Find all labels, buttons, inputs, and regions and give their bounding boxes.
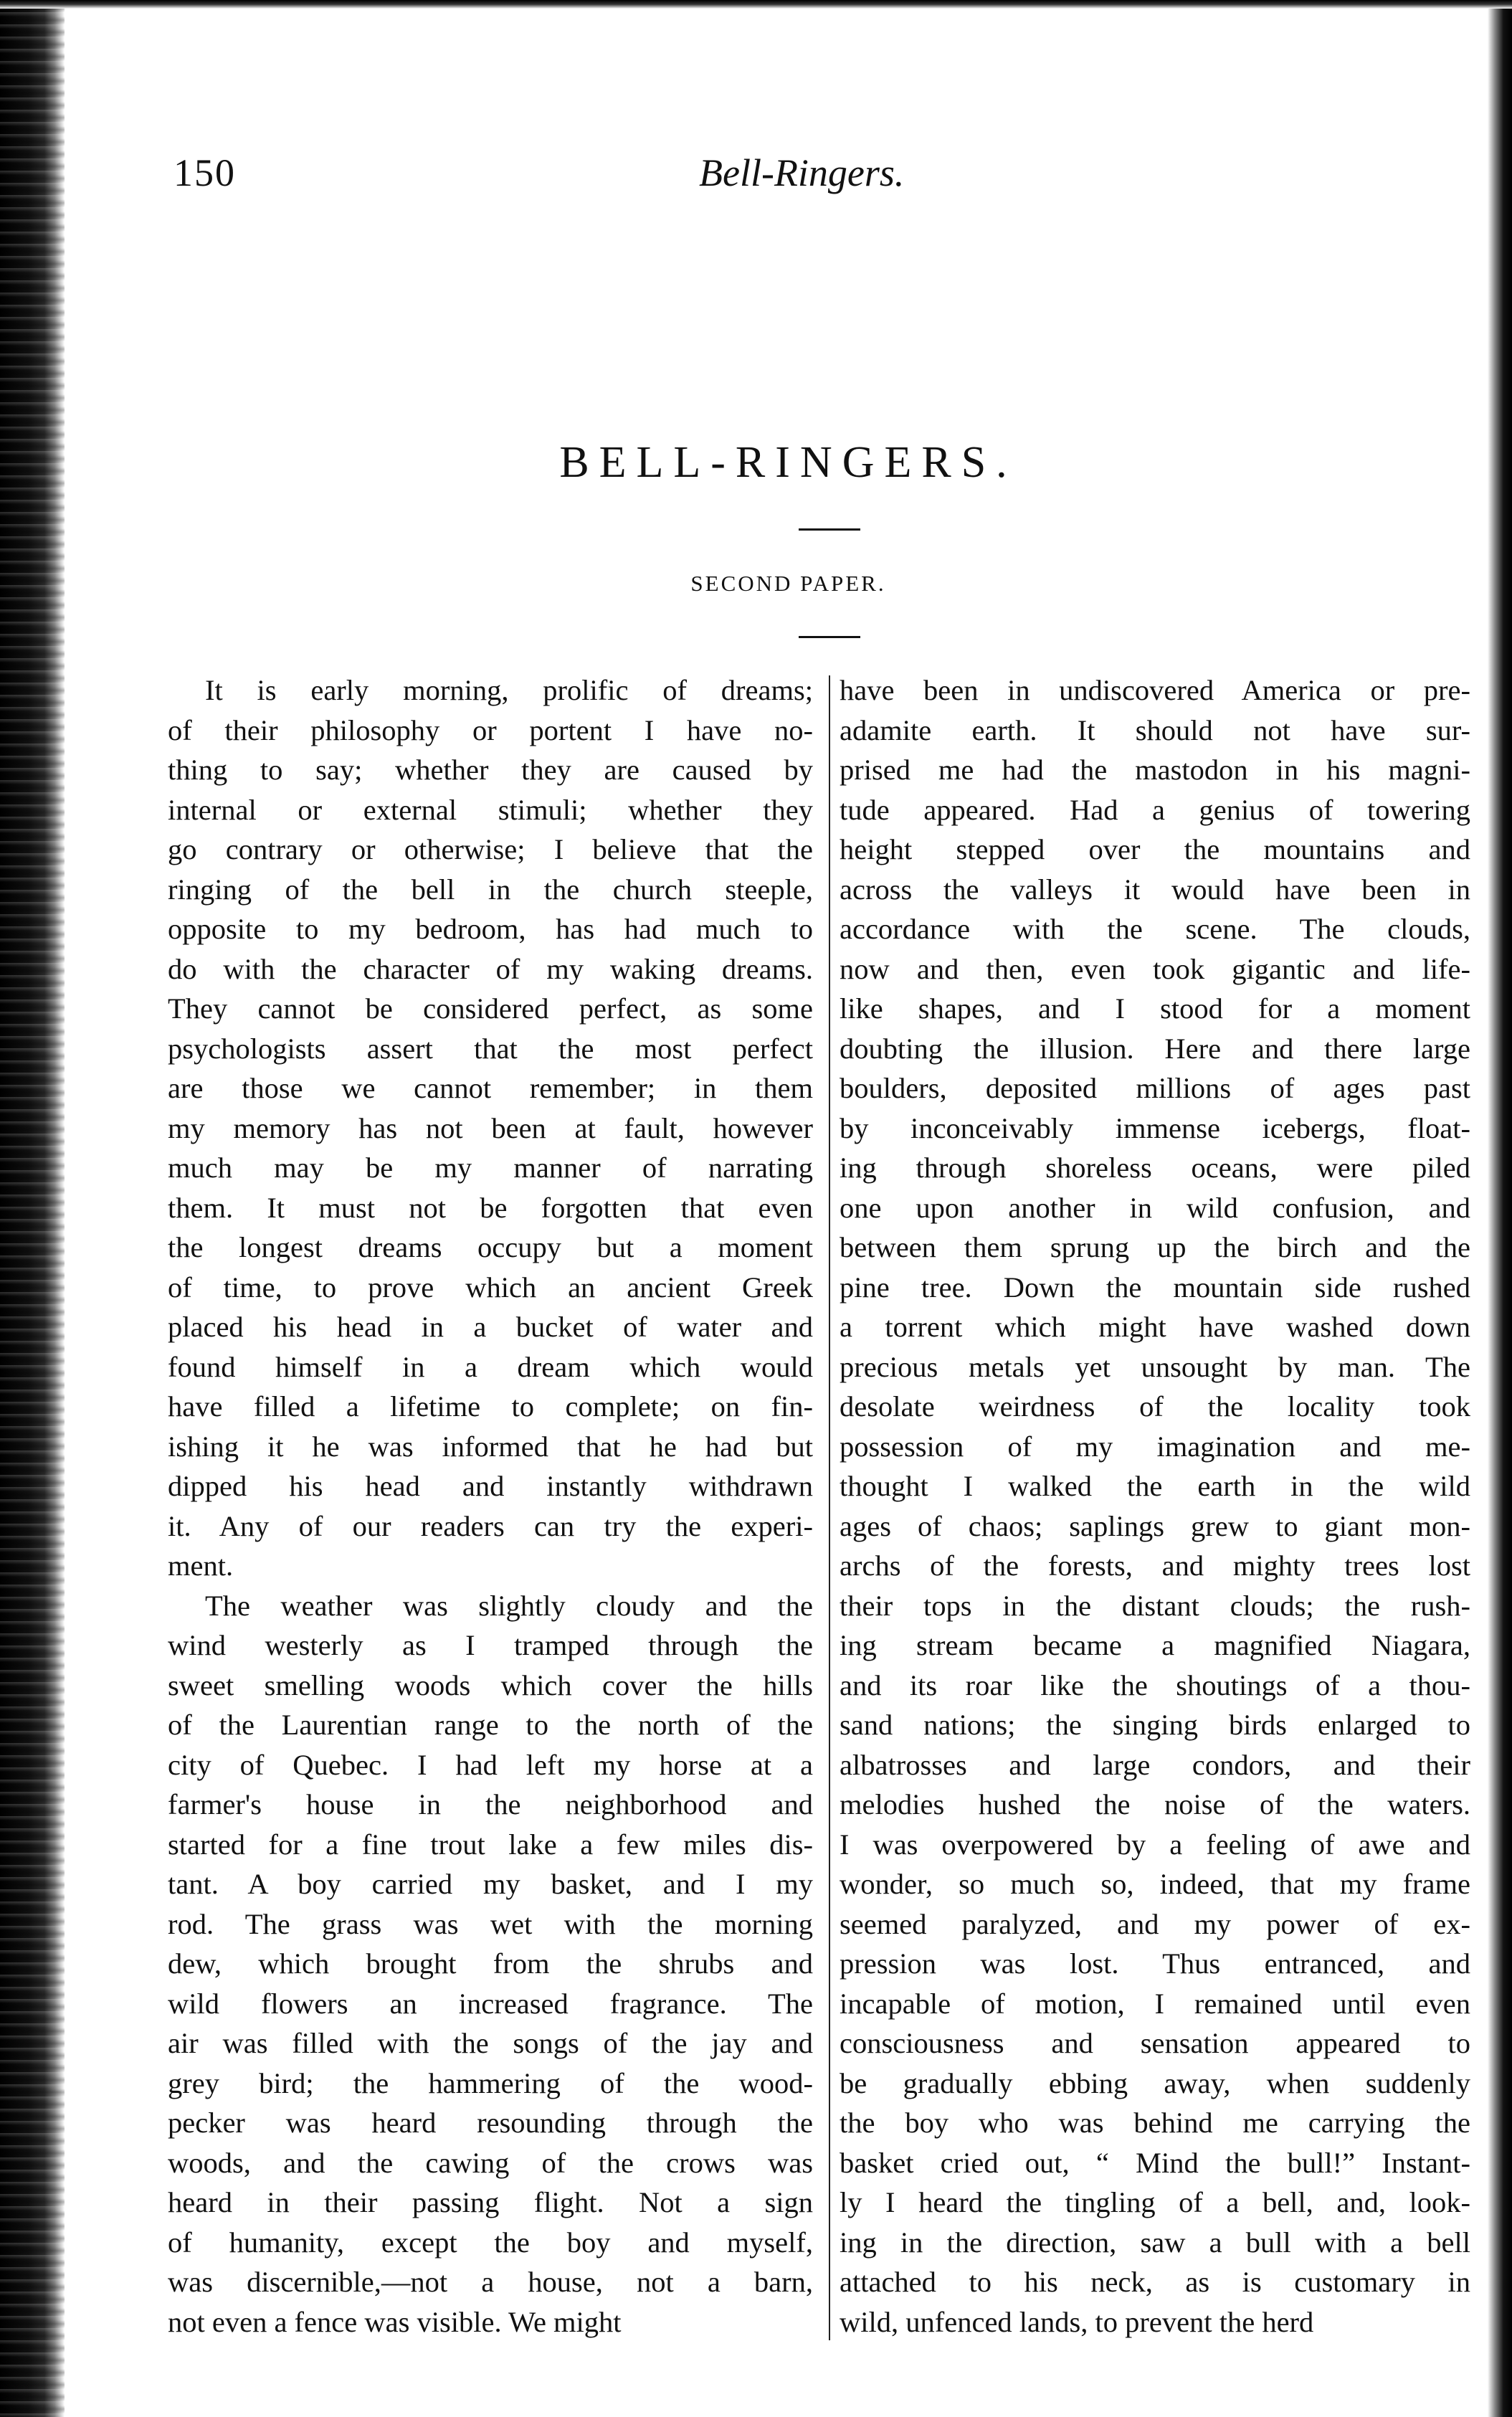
text-line: one upon another in wild confusion, and — [840, 1191, 1470, 1224]
text-line: do with the character of my waking dreams. — [168, 952, 813, 985]
text-line: precious metals yet unsought by man. The — [840, 1350, 1470, 1383]
text-line: prised me had the mastodon in his magni- — [840, 754, 1470, 786]
text-line: incapable of motion, I remained until even — [840, 1987, 1470, 2020]
text-line: and its roar like the shoutings of a thou- — [840, 1668, 1470, 1701]
text-line: like shapes, and I stood for a moment — [840, 992, 1470, 1025]
right-column — [840, 670, 1470, 2342]
text-line: archs of the forests, and mighty trees lost — [840, 1549, 1470, 1582]
text-line: woods, and the cawing of the crows was — [168, 2146, 813, 2179]
article-title: BELL-RINGERS. — [559, 438, 1017, 487]
text-line: across the valleys it would have been in — [840, 873, 1470, 906]
text-line: of the Laurentian range to the north of the — [168, 1709, 813, 1741]
text-line: farmer's house in the neighborhood and — [168, 1788, 813, 1820]
text-line: of their philosophy or portent I have no- — [168, 713, 813, 746]
subtitle-rule — [799, 636, 860, 638]
text-line: ly I heard the tingling of a bell, and, look- — [840, 2186, 1470, 2218]
text-line: not even a fence was visible. We might — [168, 2305, 622, 2338]
text-line: the boy who was behind me carrying the — [840, 2107, 1470, 2139]
text-line: thought I walked the earth in the wild — [840, 1470, 1470, 1502]
text-line: ing through shoreless oceans, were piled — [840, 1151, 1470, 1184]
text-line: ing stream became a magnified Niagara, — [840, 1629, 1470, 1661]
text-line: ages of chaos; saplings grew to giant mon- — [840, 1509, 1470, 1542]
text-line: wild flowers an increased fragrance. The — [168, 1987, 813, 2020]
text-line: sweet smelling woods which cover the hills — [168, 1668, 813, 1701]
text-line: placed his head in a bucket of water and — [168, 1311, 813, 1343]
text-line: much may be my manner of narrating — [168, 1151, 813, 1184]
text-line: internal or external stimuli; whether they — [168, 793, 813, 826]
text-line: pecker was heard resounding through the — [168, 2107, 813, 2139]
text-line: between them sprung up the birch and the — [840, 1231, 1470, 1263]
text-line: albatrosses and large condors, and their — [840, 1748, 1470, 1781]
text-line: attached to his neck, as is customary in — [840, 2266, 1470, 2298]
text-line: ing in the direction, saw a bull with a bell — [840, 2226, 1470, 2259]
text-line: consciousness and sensation appeared to — [840, 2027, 1470, 2059]
text-line: dipped his head and instantly withdrawn — [168, 1470, 813, 1502]
text-line: They cannot be considered perfect, as some — [168, 992, 813, 1025]
text-line: ment. — [168, 1549, 234, 1582]
text-line: air was filled with the songs of the jay and — [168, 2027, 813, 2059]
text-line: my memory has not been at fault, however — [168, 1111, 813, 1144]
text-line: pine tree. Down the mountain side rushed — [840, 1271, 1470, 1304]
page-number: 150 — [173, 151, 236, 194]
text-line: The weather was slightly cloudy and the — [205, 1589, 813, 1622]
text-line: doubting the illusion. Here and there large — [840, 1032, 1470, 1065]
text-line: possession of my imagination and me- — [840, 1430, 1470, 1463]
text-line: found himself in a dream which would — [168, 1350, 813, 1383]
text-line: accordance with the scene. The clouds, — [840, 913, 1470, 945]
text-line: a torrent which might have washed down — [840, 1311, 1470, 1343]
text-line: started for a fine trout lake a few miles dis- — [168, 1828, 813, 1861]
text-line: the longest dreams occupy but a moment — [168, 1231, 813, 1263]
text-line: It is early morning, prolific of dreams; — [205, 674, 813, 706]
text-line: city of Quebec. I had left my horse at a — [168, 1748, 813, 1781]
text-line: adamite earth. It should not have sur- — [840, 713, 1470, 746]
text-line: wild, unfenced lands, to prevent the herd — [840, 2305, 1314, 2338]
text-line: dew, which brought from the shrubs and — [168, 1947, 813, 1980]
text-line: are those we cannot remember; in them — [168, 1072, 813, 1104]
article-subtitle: SECOND PAPER. — [690, 571, 886, 596]
text-line: wonder, so much so, indeed, that my frame — [840, 1868, 1470, 1900]
text-line: of humanity, except the boy and myself, — [168, 2226, 813, 2259]
text-line: seemed paralyzed, and my power of ex- — [840, 1907, 1470, 1940]
text-line: wind westerly as I tramped through the — [168, 1629, 813, 1661]
text-line: I was overpowered by a feeling of awe and — [840, 1828, 1470, 1861]
text-line: by inconceivably immense icebergs, float- — [840, 1111, 1470, 1144]
text-line: ishing it he was informed that he had but — [168, 1430, 813, 1463]
text-line: them. It must not be forgotten that even — [168, 1191, 813, 1224]
text-line: tude appeared. Had a genius of towering — [840, 793, 1470, 826]
left-column — [168, 670, 813, 2342]
text-line: melodies hushed the noise of the waters. — [840, 1788, 1470, 1820]
text-line: thing to say; whether they are caused by — [168, 754, 813, 786]
title-rule — [799, 528, 860, 531]
text-line: sand nations; the singing birds enlarged to — [840, 1709, 1470, 1741]
column-divider — [829, 675, 830, 2340]
text-line: their tops in the distant clouds; the rush- — [840, 1589, 1470, 1622]
page-binding-edge — [0, 0, 65, 2417]
text-line: now and then, even took gigantic and life- — [840, 952, 1470, 985]
text-line: psychologists assert that the most perfect — [168, 1032, 813, 1065]
text-line: boulders, deposited millions of ages past — [840, 1072, 1470, 1104]
text-line: pression was lost. Thus entranced, and — [840, 1947, 1470, 1980]
text-line: ringing of the bell in the church steeple, — [168, 873, 813, 906]
text-line: go contrary or otherwise; I believe that the — [168, 833, 813, 865]
text-line: be gradually ebbing away, when suddenly — [840, 2066, 1470, 2099]
text-line: height stepped over the mountains and — [840, 833, 1470, 865]
page-header — [0, 0, 1512, 229]
text-line: basket cried out, “ Mind the bull!” Instant- — [840, 2146, 1470, 2179]
text-line: heard in their passing flight. Not a sign — [168, 2186, 813, 2218]
text-line: desolate weirdness of the locality took — [840, 1390, 1470, 1423]
text-line: rod. The grass was wet with the morning — [168, 1907, 813, 1940]
page-right-edge — [1488, 0, 1512, 2417]
text-line: have filled a lifetime to complete; on fin- — [168, 1390, 813, 1423]
text-line: it. Any of our readers can try the experi- — [168, 1509, 813, 1542]
text-line: have been in undiscovered America or pre- — [840, 674, 1470, 706]
text-line: tant. A boy carried my basket, and I my — [168, 1868, 813, 1900]
text-line: of time, to prove which an ancient Greek — [168, 1271, 813, 1304]
running-head: Bell-Ringers. — [699, 151, 905, 194]
text-line: was discernible,—not a house, not a barn, — [168, 2266, 813, 2298]
text-line: opposite to my bedroom, has had much to — [168, 913, 813, 945]
text-line: grey bird; the hammering of the wood- — [168, 2066, 813, 2099]
